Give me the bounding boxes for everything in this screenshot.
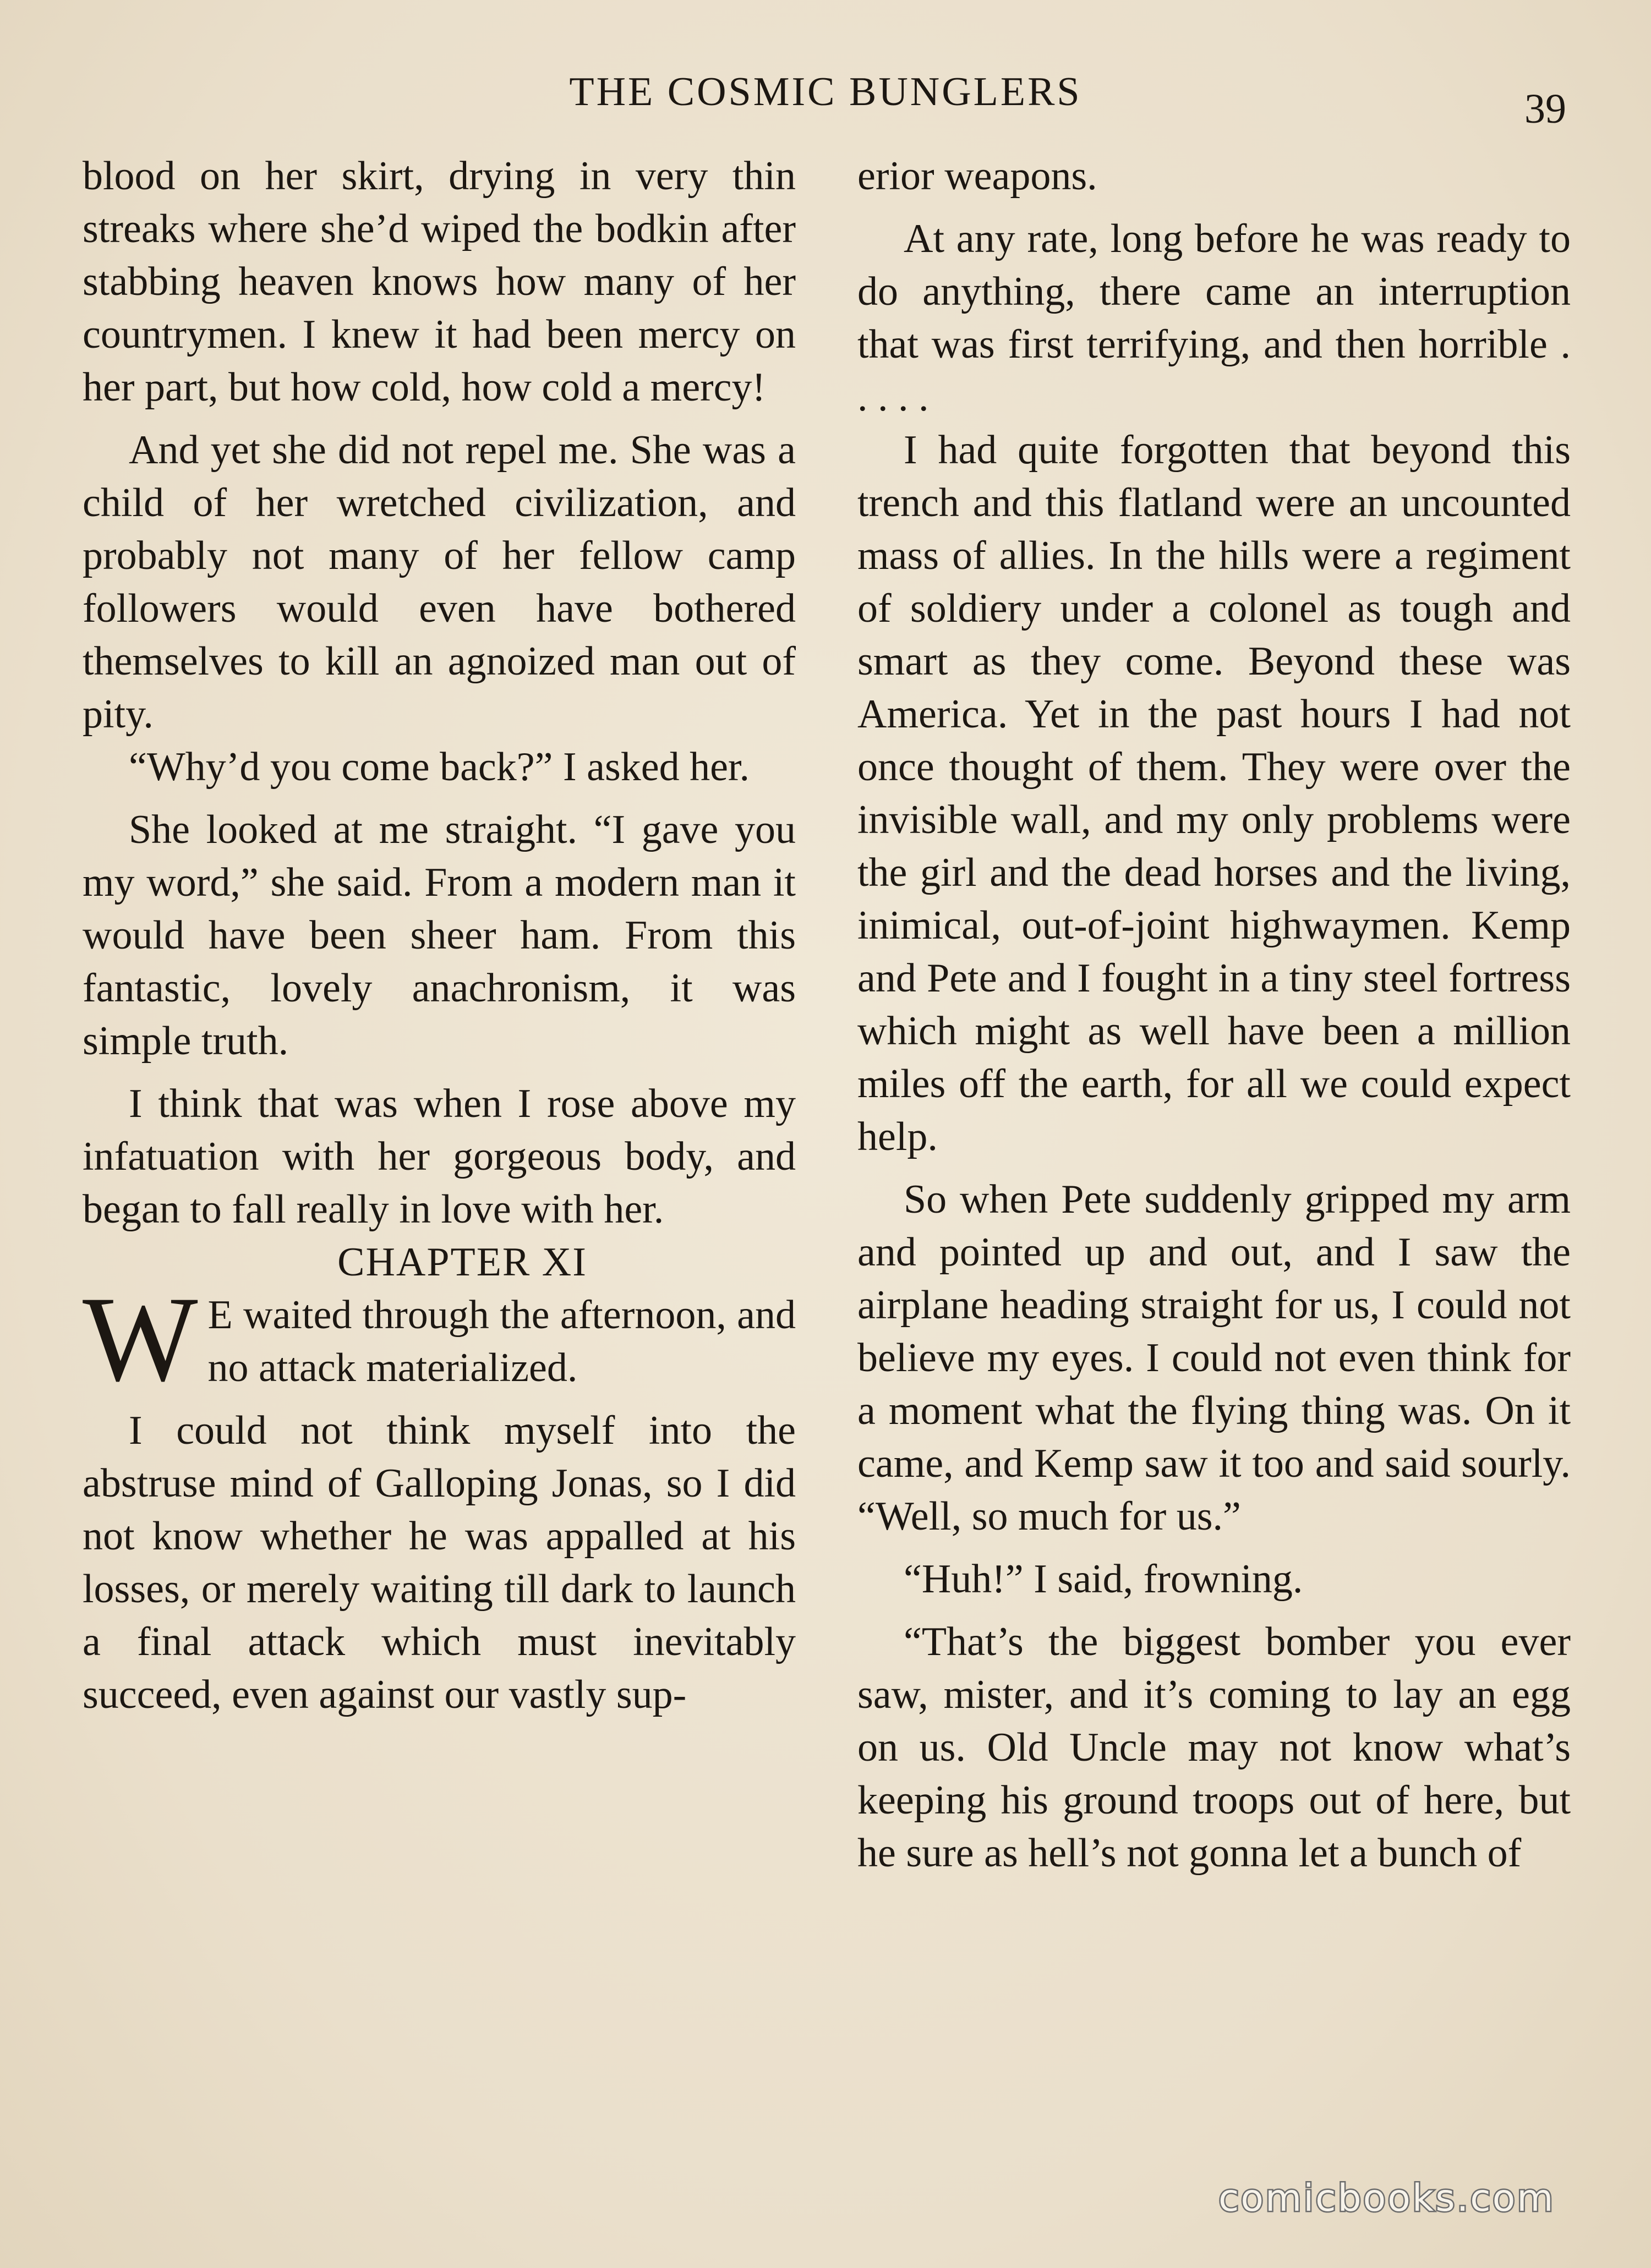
running-head-title: THE COSMIC BUNGLERS <box>569 69 1082 114</box>
chapter-heading: CHAPTER XI <box>337 1240 587 1285</box>
chapter-opening-text: E waited through the afternoon, and no attack materialized. <box>207 1292 796 1390</box>
paragraph: “Why’d you come back?” I asked her. <box>129 744 750 790</box>
paragraph: At any rate, long before he was ready to do anything, there came an interruption that was first terrifying, and then horrible . . . . . <box>857 216 1571 420</box>
left-column <box>83 150 796 1721</box>
page-number: 39 <box>1524 86 1566 132</box>
paragraph: I could not think myself into the abstruse mind of Galloping Jonas, so I did not know whether he was appalled at his losses, or merely waiting till dark to launch a final attack which must inevitably succeed, even against our vastly sup- <box>83 1408 796 1717</box>
paragraph: She looked at me straight. “I gave you my word,” she said. From a modern man it would have been sheer ham. From this fantastic, lovely anachronism, it was simple truth. <box>83 807 796 1064</box>
right-column <box>857 150 1571 1880</box>
paragraph: “That’s the biggest bomber you ever saw, mister, and it’s coming to lay an egg on us. Old Uncle may not know what’s keeping his ground troops out of here, but he sure as hell’s not gonna let a bunch of <box>857 1619 1571 1876</box>
paragraph: So when Pete suddenly gripped my arm and pointed up and out, and I saw the airplane heading straight for us, I could not believe my eyes. I could not even think for a moment what the flying thing was. On it came, and Kemp saw it too and said sourly. “Well, so much for us.” <box>857 1177 1571 1539</box>
paragraph: “Huh!” I said, frowning. <box>904 1557 1303 1602</box>
site-watermark: comicbooks.com <box>1218 2177 1555 2220</box>
paragraph: blood on her skirt, drying in very thin streaks where she’d wiped the bodkin after stabbing heaven knows how many of her countrymen. I knew it had been mercy on her part, but how cold, how cold a mercy! <box>83 154 796 410</box>
paragraph: I think that was when I rose above my infatuation with her gorgeous body, and began to fall really in love with her. <box>83 1081 796 1232</box>
drop-cap: W <box>83 1272 198 1407</box>
paragraph: And yet she did not repel me. She was a child of her wretched civilization, and probably not many of her fellow camp followers would even have bothered themselves to kill an agnoized man out of pity. <box>83 428 796 737</box>
paragraph: I had quite forgotten that beyond this trench and this flatland were an uncounted mass of allies. In the hills were a regiment of soldiery under a colonel as tough and smart as they come. Beyond these was America. Yet in the past hours I had not once thought of them. They were over the invisible wall, and my only problems were the girl and the dead horses and the living, inimical, out-of-joint highwaymen. Kemp and Pete and I fought in a tiny steel fortress which might as well have been a million miles off the earth, for all we could expect help. <box>857 428 1571 1159</box>
chapter-opening-paragraph <box>83 1272 796 1407</box>
paragraph: erior weapons. <box>857 154 1097 199</box>
